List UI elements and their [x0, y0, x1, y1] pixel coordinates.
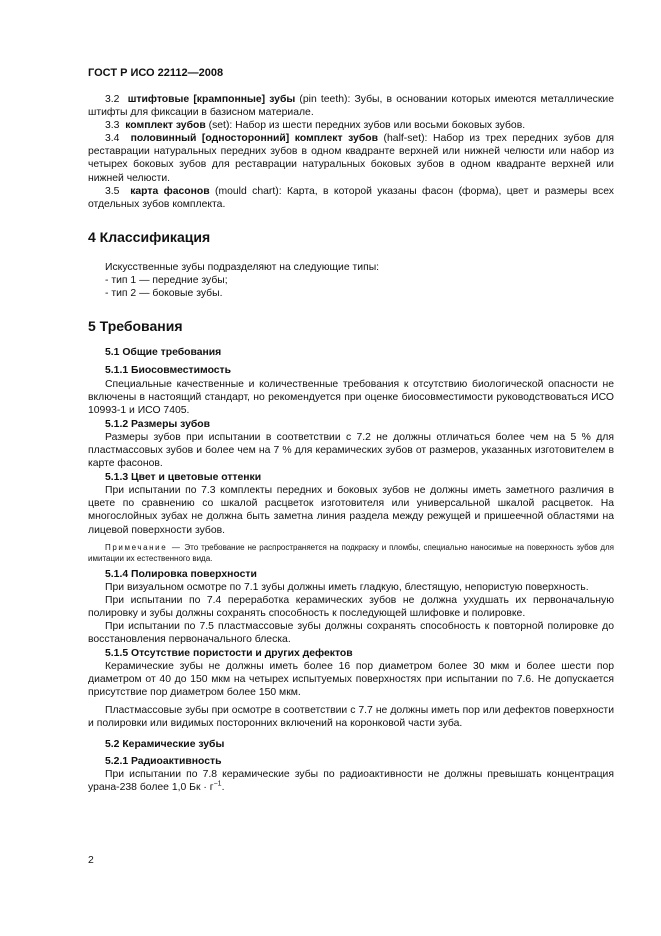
section-5-2-heading: 5.2 Керамические зубы: [105, 738, 225, 750]
definition-3-2: 3.2 штифтовые [крампонные] зубы (pin teeth): Зубы, в основании которых имеются металлические штифты для фиксации в базисном материале.: [88, 94, 614, 119]
section-5-1-4-p1: При визуальном осмотре по 7.1 зубы должны иметь гладкую, блестящую, непористую поверхность.: [105, 581, 589, 593]
section-5-1-3-text: При испытании по 7.3 комплекты передних и боковых зубов не должны иметь заметного различия в цвете по сравнению со шкалой расцветок изготовителя или универсальной шкалой расцветок. На многослойных зубах не должна быть заметна линия раздела между режущей и пришеечной областями на лицевой поверхности зубов.: [88, 485, 614, 536]
section-5-2-1-heading: 5.2.1 Радиоактивность: [105, 755, 222, 767]
section-5-1-3-heading: 5.1.3 Цвет и цветовые оттенки: [105, 472, 262, 484]
section-5-2-1-text: При испытании по 7.8 керамические зубы по радиоактивности не должны превышать концентрация урана-238 более 1,0 Бк · $г^{-1}$.: [88, 768, 614, 794]
list-item: - тип 2 — боковые зубы.: [105, 288, 223, 300]
section-5-1-5-p2: Пластмассовые зубы при осмотре в соответствии с 7.7 не должны иметь пор или дефектов поверхности и полировки или видимых посторонних включений на коронковой части зуба.: [88, 704, 614, 729]
section-5-1-4-heading: 5.1.4 Полировка поверхности: [105, 568, 257, 580]
section-5-1-5-heading: 5.1.5 Отсутствие пористости и других дефектов: [105, 648, 353, 660]
section-5-heading: 5 Требования: [88, 318, 183, 335]
section-5-1-2-text: Размеры зубов при испытании в соответствии с 7.2 не должны отличаться более чем на 5 % для пластмассовых зубов и более чем на 7 % для керамических зубов от размеров, указанных изготовителем в карте фасонов.: [88, 431, 614, 470]
classification-list: [88, 274, 614, 300]
definition-3-4: 3.4 половинный [односторонний] комплект зубов (half-set): Набор из трех передних зубов для реставрации натуральных передних зубов в одном квадранте верхней или нижней челюсти или набор из четырех боковых зубов для реставрации натуральных боковых зубов в одном квадранте верхней или нижней челюсти.: [88, 133, 614, 184]
section-5-1-5-p1: Керамические зубы не должны иметь более 16 пор диаметром более 30 мкм и более шести пор диаметром от 40 до 150 мкм на четырех испытуемых поверхностях при испытании по 7.6. Не допускается присутствие пор диаметром более 150 мкм.: [88, 661, 614, 699]
section-4-heading: 4 Классификация: [88, 228, 211, 245]
section-5-1-4-p2: При испытании по 7.4 переработка керамических зубов не должна ухудшать их первоначальную полировку и зубы должны сохранять способность к последующей шлифовке и полировке.: [88, 594, 614, 619]
section-5-1-heading: 5.1 Общие требования: [105, 347, 222, 359]
list-item: - тип 1 — передние зубы;: [105, 275, 228, 287]
section-5-1-1-text: Специальные качественные и количественные требования к отсутствию биологической опасности не включены в настоящий стандарт, но рекомендуется при оценке биосовместимости руководствоваться ИСО 10993-1 и ИСО 7405.: [88, 378, 614, 416]
note: Примечание — Это требование не распространяется на подкраску и пломбы, специально наносимые на поверхность зубов для имитации их естественного вида.: [88, 542, 614, 563]
definition-3-3: 3.3 комплект зубов (set): Набор из шести передних зубов или восьми боковых зубов.: [105, 120, 526, 132]
section-4-intro: Искусственные зубы подразделяют на следующие типы:: [105, 261, 380, 273]
section-5-1-4-p3: При испытании по 7.5 пластмассовые зубы должны сохранять способность к повторной полировке до восстановления первоначального блеска.: [88, 621, 614, 646]
page-number: 2: [88, 855, 94, 866]
page-content: [88, 93, 614, 794]
section-5-1-1-heading: 5.1.1 Биосовместимость: [105, 365, 232, 377]
document-code-header: ГОСТ Р ИСО 22112—2008: [88, 67, 224, 79]
section-5-1-2-heading: 5.1.2 Размеры зубов: [105, 418, 211, 430]
definition-3-5: 3.5 карта фасонов (mould chart): Карта, в которой указаны фасон (форма), цвет и размеры всех отдельных зубов комплекта.: [88, 185, 614, 210]
